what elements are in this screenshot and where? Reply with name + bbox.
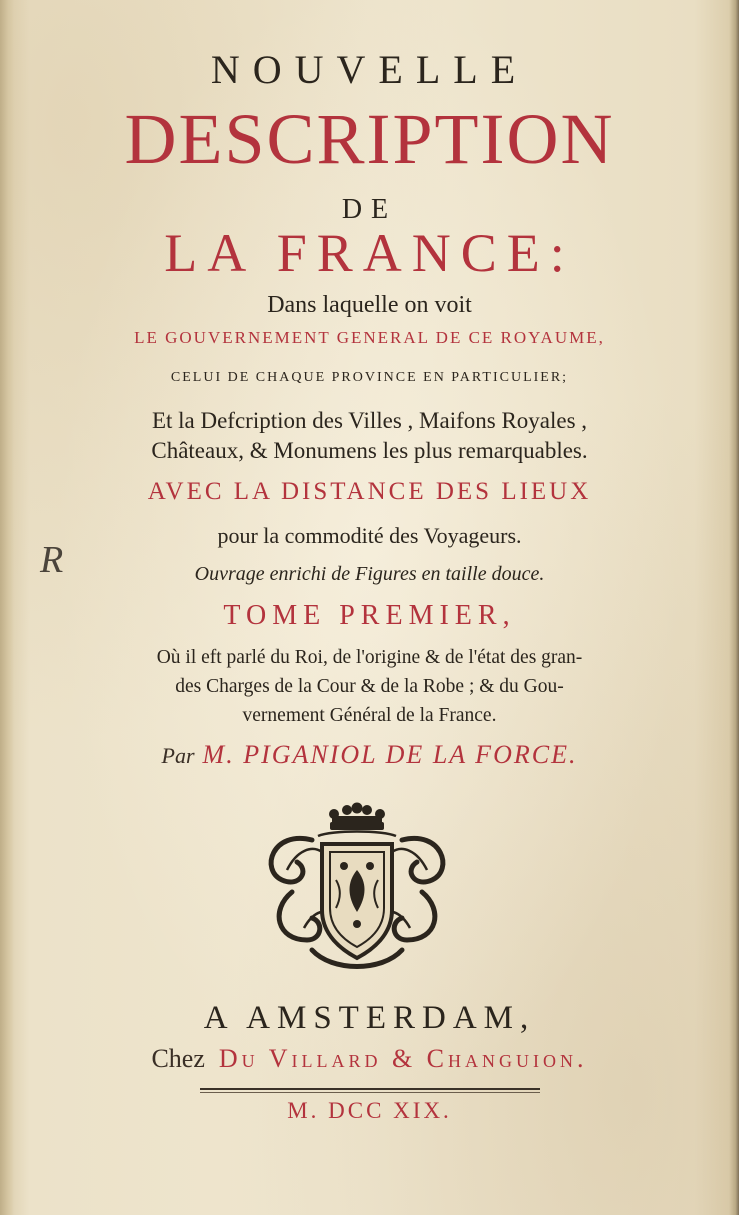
description-line-2: Châteaux, & Monumens les plus remarquables.: [151, 438, 588, 463]
title-line-la-france: LA FRANCE:: [164, 223, 575, 283]
imprint-chez: Chez: [151, 1044, 205, 1073]
voyageurs-line: pour la commodité des Voyageurs.: [217, 523, 522, 548]
ouvrage-line: Ouvrage enrichi de Figures en taille douce.: [194, 563, 545, 585]
title-line-description: DESCRIPTION: [124, 99, 615, 179]
author-name: M. PIGANIOL DE LA FORCE.: [202, 740, 578, 769]
imprint-rule-thin: [200, 1092, 540, 1093]
title-line-nouvelle: NOUVELLE: [210, 47, 529, 92]
subtitle-dans-laquelle: Dans laquelle on voit: [267, 292, 472, 318]
subtitle-gouvernement: LE GOUVERNEMENT GENERAL DE CE ROYAUME,: [134, 328, 605, 347]
contents-line-3: vernement Général de la France.: [242, 705, 497, 726]
subtitle-province: CELUI DE CHAQUE PROVINCE EN PARTICULIER;: [170, 370, 569, 385]
imprint-date: M. DCC XIX.: [287, 1098, 452, 1123]
description-line-1: Et la Defcription des Villes , Maifons Royales ,: [151, 408, 588, 433]
imprint-rule: [200, 1088, 540, 1090]
title-line-de: DE: [341, 194, 398, 225]
coat-of-arms-ornament: [252, 800, 462, 980]
contents-line-1: Où il eft parlé du Roi, de l'origine & de l'état des gran-: [156, 647, 583, 668]
author-line: [0, 740, 739, 770]
imprint-publisher: Du Villard & Changuion.: [218, 1044, 588, 1073]
contents-line-2: des Charges de la Cour & de la Robe ; & du Gou-: [175, 676, 564, 697]
tome-heading: TOME PREMIER,: [223, 600, 516, 631]
imprint-place: A AMSTERDAM,: [203, 1000, 536, 1036]
imprint-publisher-line: [0, 1044, 739, 1074]
margin-handwritten-mark: R: [40, 539, 64, 581]
author-prefix: Par: [161, 743, 195, 768]
distance-heading: AVEC LA DISTANCE DES LIEUX: [147, 478, 592, 505]
